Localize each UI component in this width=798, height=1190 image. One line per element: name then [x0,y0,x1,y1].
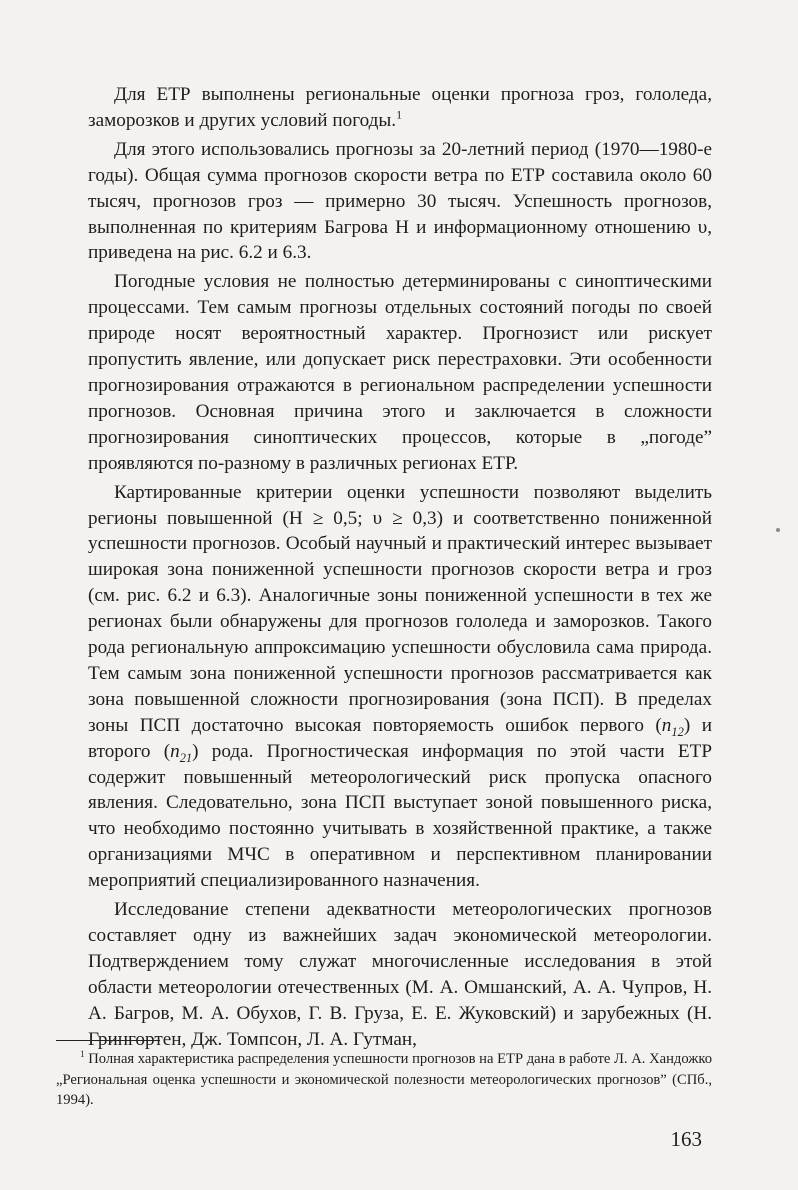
paragraph-3: Погодные условия не полностью детерминированы с синоптическими процессами. Тем самым прогнозы отдельных состояний погоды по своей природе носят вероятностный характер. Прогнозист или рискует пропустить явление, или допускает риск перестраховки. Эти особенности прогнозирования отражаются в региональном распределении успешности прогнозов. Основная причина этого и заключается в сложности прогнозирования синоптических процессов, которые в „погоде” проявляются по-разному в различных регионах ЕТР. [88,271,712,474]
main-text [88,82,712,1053]
footnote [56,1049,712,1111]
footnote-paragraph [56,1049,712,1111]
error-symbol-n21 [170,740,193,765]
error-symbol-letter: n [170,740,180,762]
paragraph-4-part-2: ) и второго ( [88,714,712,762]
footnote-marker: 1 [80,1049,85,1060]
footnote-reference: 1 [396,107,403,122]
error-symbol-subscript: 21 [179,750,193,765]
margin-mark [776,528,780,532]
page-number: 163 [670,1127,702,1151]
paragraph-4 [88,480,712,895]
paragraph-5: Исследование степени адекватности метеорологических прогнозов составляет одну из важнейших задач экономической метеорологии. Подтверждением тому служат многочисленные исследования в этой области метеорологии отечественных (М. А. Омшанский, А. А. Чупров, Н. А. Багров, М. А. Обухов, Г. В. Груза, Е. Е. Жуковский) и зарубежных (Н. Грингортен, Дж. Томпсон, Л. А. Гутман, [88,899,712,1050]
paragraph-4-part-1: Картированные критерии оценки успешности позволяют выделить регионы повышенной (H ≥ 0,5; υ ≥ 0,3) и соответственно пониженной успешности прогнозов. Особый научный и практический интерес вызывает широкая зона пониженной успешности прогнозов скорости ветра и гроз (см. рис. 6.2 и 6.3). Аналогичные зоны пониженной успешности в тех же регионах были обнаружены для прогнозов гололеда и заморозков. Такого рода региональную аппроксимацию успешности обусловила сама природа. Тем самым зона пониженной успешности прогнозов рассматривается как зона повышенной сложности прогнозирования (зона ПСП). В пределах зоны ПСП достаточно высокая повторяемость ошибок первого ( [88,481,712,736]
paragraph-1 [88,82,712,134]
error-symbol-subscript: 12 [671,724,684,739]
footnote-text: Полная характеристика распределения успешности прогнозов на ЕТР дана в работе Л. А. Хандожко „Региональная оценка успешности и экономической полезности метеорологических прогнозов” (СПб., 1994). [56,1051,712,1108]
footnote-divider [56,1040,160,1041]
paragraph-1-text: Для ЕТР выполнены региональные оценки прогноза гроз, гололеда, заморозков и других условий погоды. [88,84,712,131]
paragraph-2: Для этого использовались прогнозы за 20-летний период (1970—1980-е годы). Общая сумма прогнозов скорости ветра по ЕТР составила около 60 тысяч, прогнозов гроз — примерно 30 тысяч. Успешность прогнозов, выполненная по критериям Багрова H и информационному отношению υ, приведена на рис. 6.2 и 6.3. [88,138,712,264]
error-symbol-letter: n [661,714,672,736]
paragraph-4-part-3: ) рода. Прогностическая информация по этой части ЕТР содержит повышенный метеорологический риск пропуска опасного явления. Следовательно, зона ПСП выступает зоной повышенного риска, что необходимо постоянно учитывать в хозяйственной практике, а также организациями МЧС в оперативном и перспективном планировании мероприятий специализированного назначения. [88,740,712,892]
error-symbol-n12 [661,714,684,739]
